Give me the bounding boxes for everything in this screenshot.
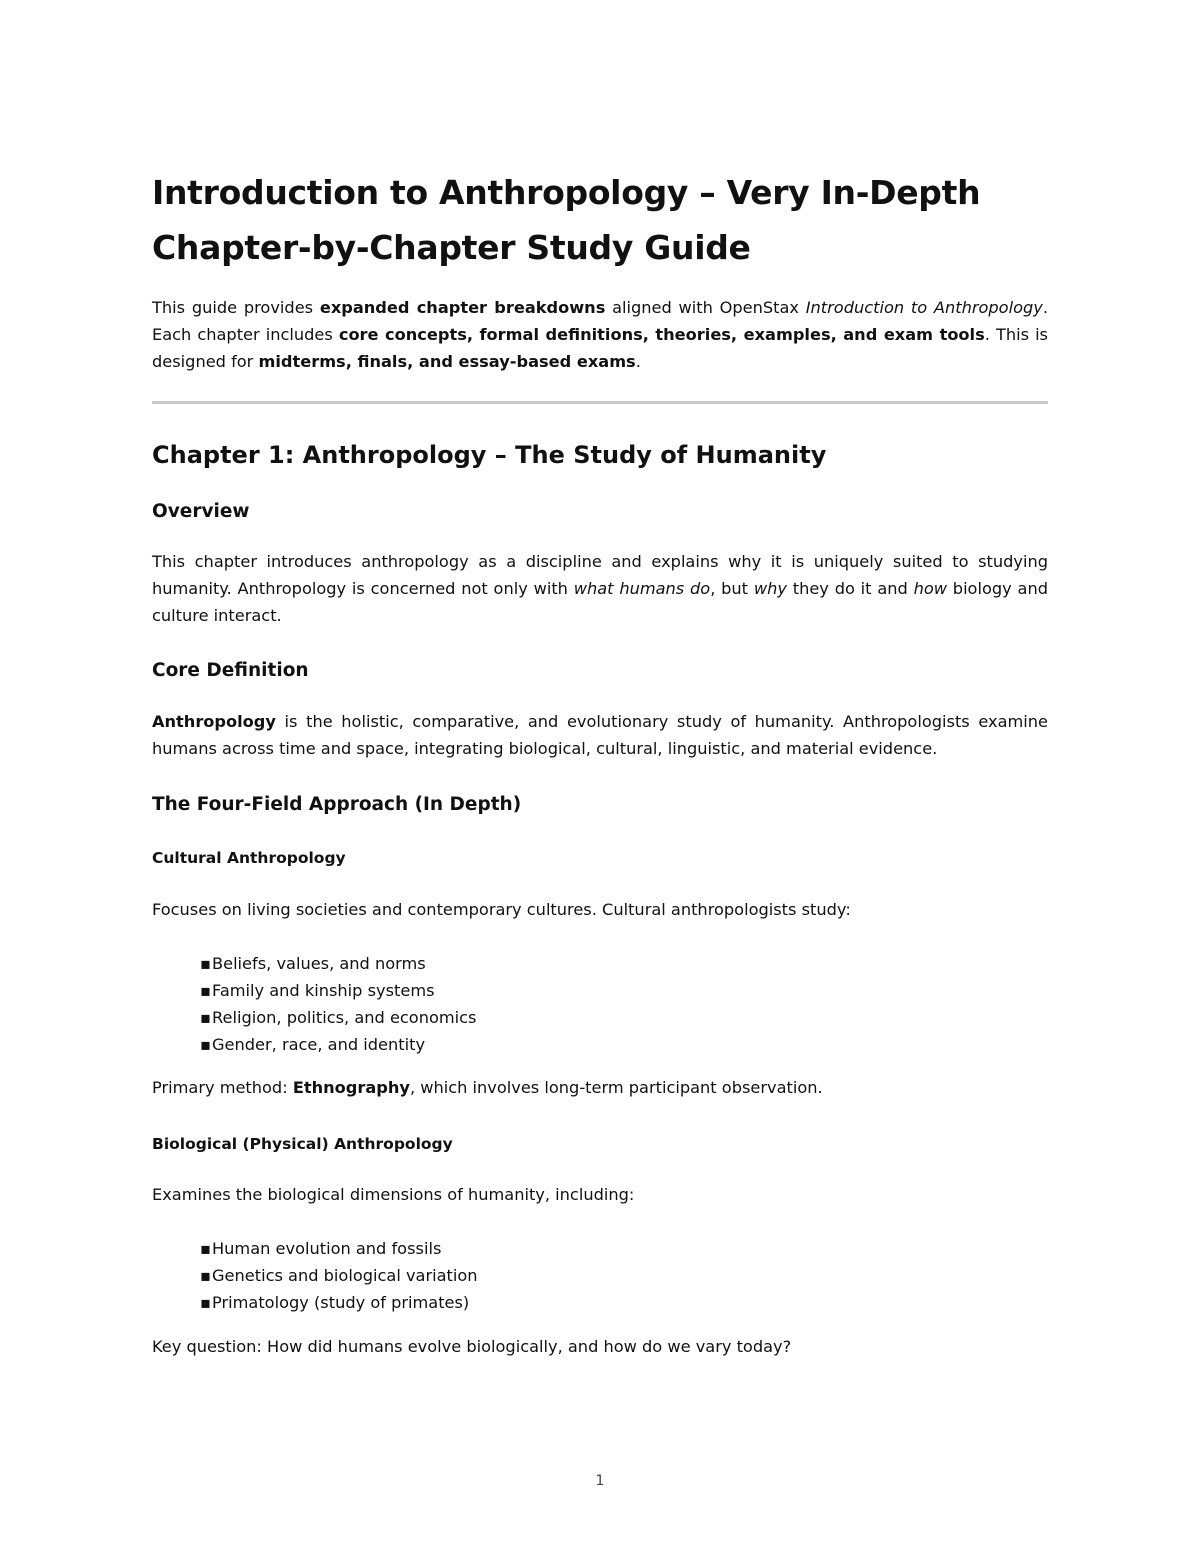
method-term: Ethnography [292, 1078, 410, 1097]
title-line-2: Chapter-by-Chapter Study Guide [152, 228, 751, 267]
page-number: 1 [595, 1473, 605, 1489]
document-page [152, 0, 1048, 1553]
list-item-text: Human evolution and fossils [212, 1239, 442, 1258]
core-definition-heading: Core Definition [152, 660, 309, 681]
cultural-intro: Focuses on living societies and contemporary cultures. Cultural anthropologists study: [152, 900, 851, 919]
biological-topics-list [200, 1235, 478, 1316]
cultural-method [152, 1074, 1048, 1101]
list-item-text: Genetics and biological variation [212, 1266, 478, 1285]
list-item [200, 950, 476, 977]
biological-intro: Examines the biological dimensions of humanity, including: [152, 1185, 635, 1204]
bullet-icon: ▪ [200, 1035, 211, 1054]
core-definition-text: is the holistic, comparative, and evolutionary study of humanity. Anthropologists examine humans across time and space, integrating biological, cultural, linguistic, and material evidence. [152, 712, 1048, 758]
biological-anthropology-heading: Biological (Physical) Anthropology [152, 1135, 453, 1153]
overview-text-4: biology and culture interact. [152, 579, 1048, 625]
intro-text-3: . Each chapter includes [152, 298, 1049, 344]
chapter-1-heading: Chapter 1: Anthropology – The Study of Humanity [152, 441, 827, 469]
intro-bold-1: expanded chapter breakdowns [319, 298, 606, 317]
list-item [200, 1031, 476, 1058]
list-item-text: Family and kinship systems [212, 981, 435, 1000]
list-item [200, 1289, 478, 1316]
list-item-text: Gender, race, and identity [212, 1035, 426, 1054]
bullet-icon: ▪ [200, 1008, 211, 1027]
method-text-1: Primary method: [152, 1078, 293, 1097]
list-item [200, 1235, 478, 1262]
core-definition-paragraph [152, 708, 1048, 762]
list-item [200, 1262, 478, 1289]
title-line-1: Introduction to Anthropology – Very In-Depth [152, 173, 981, 212]
list-item-text: Primatology (study of primates) [212, 1293, 470, 1312]
intro-text-4: . This is designed for [152, 325, 1048, 371]
intro-text-2: aligned with OpenStax [605, 298, 806, 317]
list-item [200, 977, 476, 1004]
overview-paragraph [152, 548, 1048, 629]
cultural-anthropology-heading: Cultural Anthropology [152, 849, 346, 867]
four-field-heading: The Four-Field Approach (In Depth) [152, 794, 522, 815]
overview-text-2: , but [710, 579, 754, 598]
bullet-icon: ▪ [200, 1239, 211, 1258]
intro-italic-1: Introduction to Anthropology [805, 298, 1043, 317]
bullet-icon: ▪ [200, 1266, 211, 1285]
bullet-icon: ▪ [200, 981, 211, 1000]
overview-italic-3: how [913, 579, 947, 598]
overview-italic-2: why [753, 579, 787, 598]
intro-text-5: . [635, 352, 641, 371]
intro-paragraph [152, 294, 1048, 375]
overview-heading: Overview [152, 501, 250, 522]
overview-text-3: they do it and [786, 579, 914, 598]
overview-text-1: This chapter introduces anthropology as a discipline and explains why it is uniquely suited to studying humanity. Anthropology is concerned not only with [152, 552, 1048, 598]
overview-italic-1: what humans do [573, 579, 711, 598]
intro-bold-2: core concepts, formal definitions, theories, examples, and exam tools [338, 325, 985, 344]
horizontal-rule [152, 401, 1048, 404]
bullet-icon: ▪ [200, 954, 211, 973]
intro-bold-3: midterms, finals, and essay-based exams [258, 352, 636, 371]
list-item-text: Beliefs, values, and norms [212, 954, 426, 973]
list-item [200, 1004, 476, 1031]
document-title [152, 165, 1048, 275]
cultural-topics-list [200, 950, 476, 1058]
intro-text-1: This guide provides [152, 298, 320, 317]
bullet-icon: ▪ [200, 1293, 211, 1312]
method-text-2: , which involves long-term participant observation. [409, 1078, 823, 1097]
biological-key-question: Key question: How did humans evolve biologically, and how do we vary today? [152, 1337, 792, 1356]
list-item-text: Religion, politics, and economics [212, 1008, 477, 1027]
core-definition-term: Anthropology [152, 712, 276, 731]
